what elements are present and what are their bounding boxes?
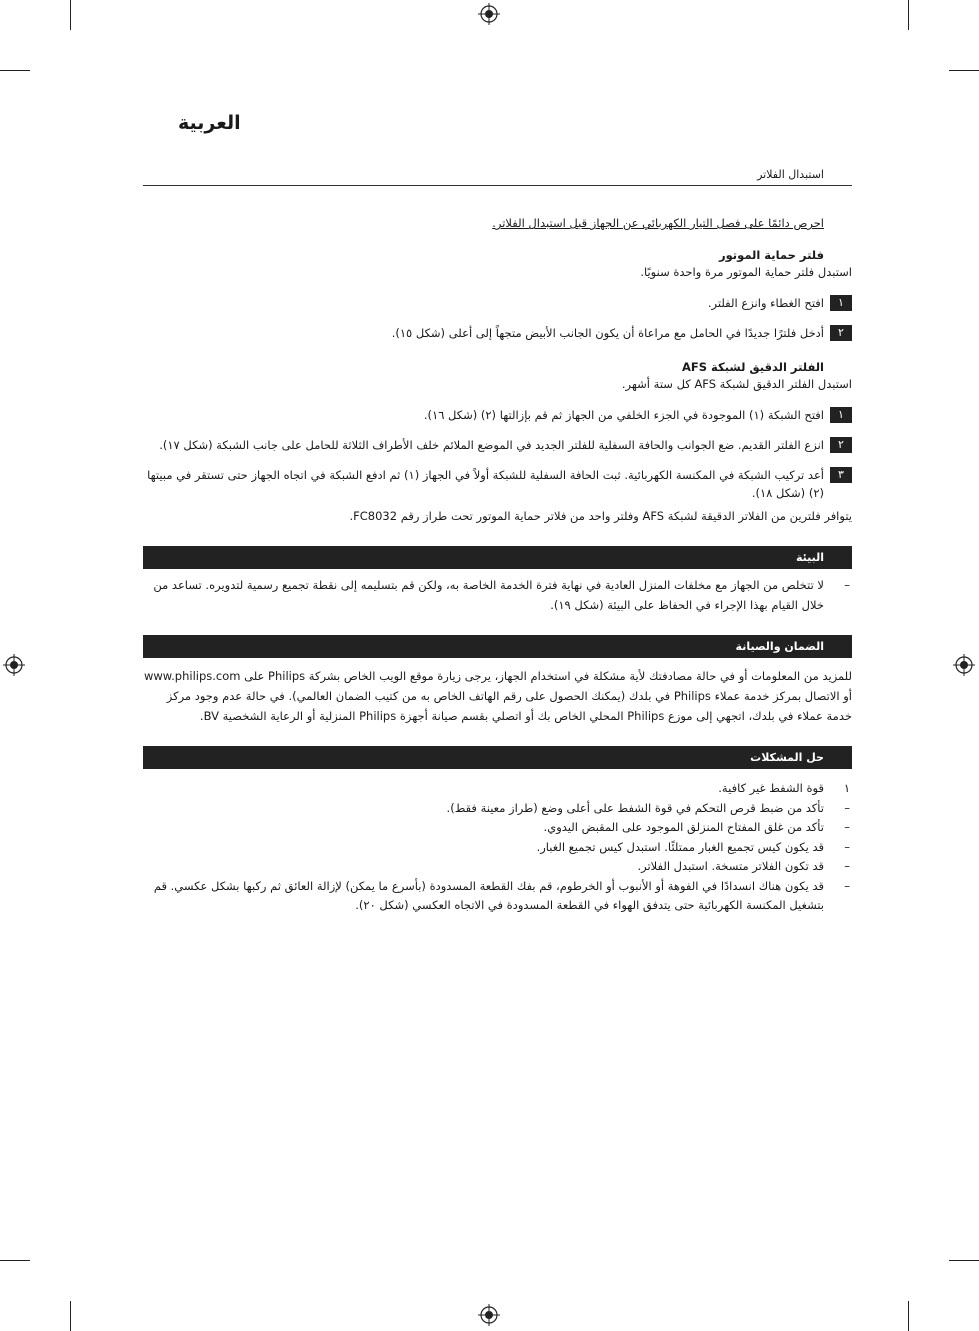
list-item	[143, 799, 852, 819]
list-item	[143, 857, 852, 877]
list-item	[143, 877, 852, 916]
step-number: ١	[830, 295, 852, 311]
dash-bullet: –	[844, 839, 850, 854]
item-text: تأكد من غلق المفتاح المنزلق الموجود على المقبض اليدوي.	[543, 820, 824, 834]
step-text: أدخل فلترًا جديدًا في الحامل مع مراعاة أن يكون الجانب الأبيض متجهاً إلى أعلى (شكل ١٥).	[391, 326, 824, 340]
afs-step	[143, 436, 852, 454]
page-content	[143, 165, 852, 916]
item-text: قوة الشفط غير كافية.	[718, 781, 824, 795]
dash-bullet: –	[844, 578, 850, 592]
afs-filter-heading: الفلتر الدقيق لشبكة AFS	[681, 360, 824, 374]
registration-mark-icon	[478, 3, 500, 25]
step-number: ٢	[830, 437, 852, 453]
list-item	[143, 838, 852, 858]
item-text: لا تتخلص من الجهاز مع مخلفات المنزل العادية في نهاية فترة الخدمة الخاصة به، ولكن قم بتسليمه إلى نقطة تجميع رسمية لتدويره. تساعد من خلال القيام بهذا الإجراء في الحفاظ على البيئة (شكل ١٩).	[153, 578, 824, 612]
crop-mark	[908, 1301, 909, 1331]
step-text: افتح الغطاء وانزع الفلتر.	[707, 296, 824, 310]
dash-bullet: –	[844, 878, 850, 893]
afs-step	[143, 466, 852, 502]
troubleshooting-list	[143, 779, 852, 916]
step-text: افتح الشبكة (١) الموجودة في الجزء الخلفي من الجهاز ثم قم بإزالتها (٢) (شكل ١٦).	[423, 408, 824, 422]
section-title-replacing-filters: استبدال الفلاتر	[143, 165, 852, 186]
afs-step	[143, 406, 852, 424]
list-item	[143, 779, 852, 799]
motor-filter-intro: استبدل فلتر حماية الموتور مرة واحدة سنويًا.	[640, 265, 852, 279]
registration-mark-icon	[953, 654, 975, 676]
registration-mark-icon	[3, 654, 25, 676]
motor-step	[143, 324, 852, 342]
section-bar-environment: البيئة	[143, 546, 852, 569]
warning-text: احرص دائمًا على فصل التيار الكهربائي عن الجهاز قبل استبدال الفلاتر.	[492, 216, 824, 230]
item-text: قد يكون هناك انسدادًا في الفوهة أو الأنبوب أو الخرطوم، قم بفك القطعة المسدودة (بأسرع ما يمكن) لإزالة العائق ثم ركبها بشكل عكسي. قم بتشغيل المكنسة الكهربائية حتى يتدفق الهواء في القطعة المسدودة في الاتجاه العكسي (شكل ٢٠).	[153, 878, 824, 912]
afs-filter-intro: استبدل الفلتر الدقيق لشبكة AFS كل ستة أشهر.	[621, 377, 852, 391]
crop-mark	[70, 0, 71, 30]
dash-bullet: –	[844, 859, 850, 873]
motor-step	[143, 294, 852, 312]
registration-mark-icon	[478, 1304, 500, 1326]
step-text: أعد تركيب الشبكة في المكنسة الكهربائية. ثبت الحافة السفلية للشبكة أولاً في الجهاز (١) ثم ادفع الشبكة في اتجاه الجهاز حتى تستقر في مبيتها (٢) (شكل ١٨).	[147, 468, 824, 500]
item-text: تأكد من ضبط قرص التحكم في قوة الشفط على أعلى وضع (طراز معينة فقط).	[446, 800, 824, 815]
dash-bullet: –	[844, 820, 850, 834]
crop-mark	[0, 1260, 30, 1261]
crop-mark	[949, 1260, 979, 1261]
motor-filter-heading: فلتر حماية الموتور	[718, 248, 824, 262]
step-number: ٣	[830, 467, 852, 483]
dash-bullet: –	[844, 800, 850, 815]
crop-mark	[0, 70, 30, 71]
list-item	[143, 575, 852, 615]
crop-mark	[70, 1301, 71, 1331]
crop-mark	[949, 70, 979, 71]
section-bar-troubleshooting: حل المشكلات	[143, 746, 852, 769]
crop-mark	[908, 0, 909, 30]
step-text: انزع الفلتر القديم. ضع الجوانب والحافة السفلية للفلتر الجديد في الموضع الملائم خلف الأطراف الثلاثة للحامل على جانب الشبكة (شكل ١٧).	[159, 438, 824, 452]
section-bar-guarantee: الضمان والصيانة	[143, 635, 852, 658]
language-label: العربية	[178, 112, 241, 134]
guarantee-text: للمزيد من المعلومات أو في حالة مصادفتك لأية مشكلة في استخدام الجهاز، يرجى زيارة موقع الويب الخاص بشركة Philips على www.philips.com أو الاتصال بمركز خدمة عملاء Philips في بلدك (يمكنك الحصول على رقم الهاتف الخاص به من كتيب الضمان العالمي). في حالة عدم وجود مركز خدمة عملاء في بلدك، اتجهي إلى موزع Philips المحلي الخاص بك أو اتصلي بقسم صيانة أجهزة Philips المنزلية أو الرعاية الشخصية BV.	[143, 669, 852, 723]
step-number: ١	[830, 407, 852, 423]
item-text: قد يكون كيس تجميع الغبار ممتلئًا. استبدل كيس تجميع الغبار.	[536, 839, 824, 854]
item-text: قد تكون الفلاتر متسخة. استبدل الفلاتر.	[637, 859, 824, 873]
afs-note: يتوافر فلترين من الفلاتر الدقيقة لشبكة AFS وفلتر واحد من فلاتر حماية الموتور تحت طراز رقم FC8032.	[349, 509, 852, 523]
list-marker: ١	[843, 781, 850, 795]
step-number: ٢	[830, 325, 852, 341]
list-item	[143, 818, 852, 838]
